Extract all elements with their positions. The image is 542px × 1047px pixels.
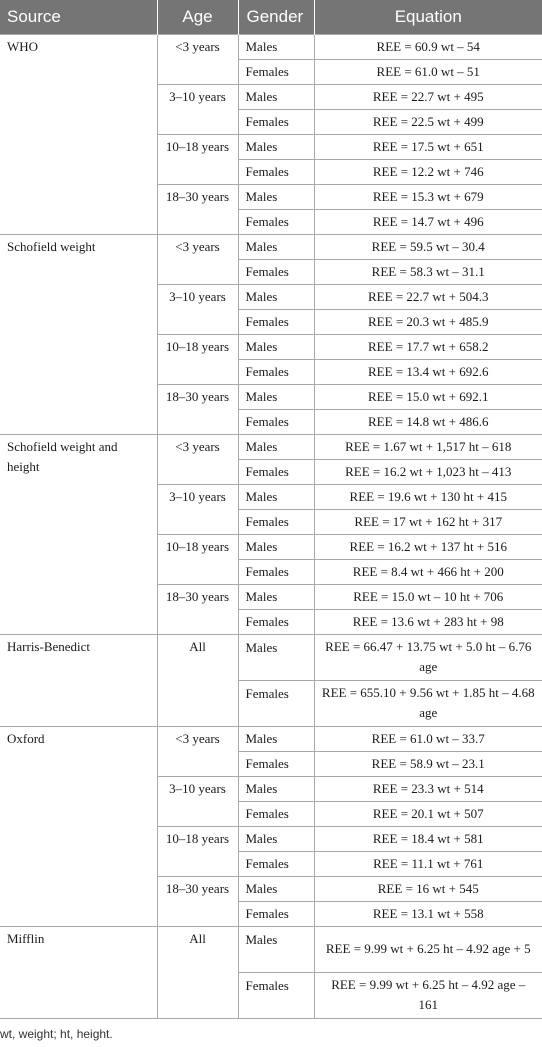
age-cell: 3–10 years	[157, 484, 238, 534]
gender-cell: Males	[238, 484, 314, 509]
gender-cell: Females	[238, 359, 314, 384]
equation-cell: REE = 23.3 wt + 514	[314, 776, 542, 801]
equation-cell: REE = 9.99 wt + 6.25 ht – 4.92 age – 161	[314, 972, 542, 1018]
table-footnote: wt, weight; ht, height.	[0, 1027, 113, 1041]
gender-cell: Males	[238, 184, 314, 209]
gender-cell: Males	[238, 34, 314, 59]
gender-cell: Males	[238, 584, 314, 609]
age-cell: <3 years	[157, 234, 238, 284]
table-header	[0, 0, 542, 34]
equation-cell: REE = 58.3 wt – 31.1	[314, 259, 542, 284]
header-gender: Gender	[238, 0, 314, 34]
equation-cell: REE = 12.2 wt + 746	[314, 159, 542, 184]
equation-cell: REE = 15.3 wt + 679	[314, 184, 542, 209]
equation-cell: REE = 9.99 wt + 6.25 ht – 4.92 age + 5	[314, 926, 542, 972]
gender-cell: Males	[238, 826, 314, 851]
table-row	[0, 434, 542, 459]
gender-cell: Males	[238, 134, 314, 159]
table-row	[0, 634, 542, 680]
source-cell: Schofield weight	[0, 234, 157, 434]
table-row	[0, 234, 542, 259]
gender-cell: Females	[238, 751, 314, 776]
header-row	[0, 0, 542, 34]
table-row	[0, 926, 542, 972]
equation-cell: REE = 16.2 wt + 1,023 ht – 413	[314, 459, 542, 484]
gender-cell: Males	[238, 234, 314, 259]
source-cell: Oxford	[0, 726, 157, 926]
equation-cell: REE = 22.7 wt + 504.3	[314, 284, 542, 309]
gender-cell: Males	[238, 284, 314, 309]
source-cell: Mifflin	[0, 926, 157, 1018]
gender-cell: Males	[238, 534, 314, 559]
equation-cell: REE = 59.5 wt – 30.4	[314, 234, 542, 259]
gender-cell: Females	[238, 159, 314, 184]
gender-cell: Females	[238, 559, 314, 584]
gender-cell: Males	[238, 776, 314, 801]
source-cell: WHO	[0, 34, 157, 234]
gender-cell: Females	[238, 851, 314, 876]
equation-cell: REE = 14.8 wt + 486.6	[314, 409, 542, 434]
header-age: Age	[157, 0, 238, 34]
header-source: Source	[0, 0, 157, 34]
gender-cell: Females	[238, 59, 314, 84]
source-cell: Harris-Benedict	[0, 634, 157, 726]
gender-cell: Females	[238, 259, 314, 284]
equation-cell: REE = 1.67 wt + 1,517 ht – 618	[314, 434, 542, 459]
gender-cell: Females	[238, 309, 314, 334]
table-row	[0, 726, 542, 751]
age-cell: 10–18 years	[157, 826, 238, 876]
equation-cell: REE = 17.5 wt + 651	[314, 134, 542, 159]
equation-cell: REE = 13.1 wt + 558	[314, 901, 542, 926]
equation-cell: REE = 16.2 wt + 137 ht + 516	[314, 534, 542, 559]
age-cell: 18–30 years	[157, 184, 238, 234]
equation-cell: REE = 18.4 wt + 581	[314, 826, 542, 851]
gender-cell: Females	[238, 609, 314, 634]
gender-cell: Females	[238, 901, 314, 926]
gender-cell: Males	[238, 876, 314, 901]
table-row	[0, 34, 542, 59]
header-equation: Equation	[314, 0, 542, 34]
gender-cell: Females	[238, 409, 314, 434]
equation-cell: REE = 13.4 wt + 692.6	[314, 359, 542, 384]
equation-cell: REE = 17.7 wt + 658.2	[314, 334, 542, 359]
equation-cell: REE = 22.5 wt + 499	[314, 109, 542, 134]
gender-cell: Females	[238, 801, 314, 826]
age-cell: <3 years	[157, 434, 238, 484]
gender-cell: Females	[238, 209, 314, 234]
equation-cell: REE = 16 wt + 545	[314, 876, 542, 901]
equation-cell: REE = 19.6 wt + 130 ht + 415	[314, 484, 542, 509]
equation-cell: REE = 20.3 wt + 485.9	[314, 309, 542, 334]
gender-cell: Males	[238, 334, 314, 359]
gender-cell: Females	[238, 109, 314, 134]
equation-cell: REE = 655.10 + 9.56 wt + 1.85 ht – 4.68 age	[314, 680, 542, 726]
equation-cell: REE = 61.0 wt – 33.7	[314, 726, 542, 751]
age-cell: 10–18 years	[157, 334, 238, 384]
equation-cell: REE = 14.7 wt + 496	[314, 209, 542, 234]
equation-cell: REE = 22.7 wt + 495	[314, 84, 542, 109]
equation-cell: REE = 15.0 wt + 692.1	[314, 384, 542, 409]
age-cell: <3 years	[157, 34, 238, 84]
age-cell: 3–10 years	[157, 776, 238, 826]
equation-cell: REE = 20.1 wt + 507	[314, 801, 542, 826]
gender-cell: Males	[238, 726, 314, 751]
gender-cell: Males	[238, 384, 314, 409]
equation-cell: REE = 61.0 wt – 51	[314, 59, 542, 84]
age-cell: 3–10 years	[157, 84, 238, 134]
equation-cell: REE = 17 wt + 162 ht + 317	[314, 509, 542, 534]
gender-cell: Males	[238, 634, 314, 680]
equation-cell: REE = 11.1 wt + 761	[314, 851, 542, 876]
equation-cell: REE = 8.4 wt + 466 ht + 200	[314, 559, 542, 584]
gender-cell: Females	[238, 509, 314, 534]
source-cell: Schofield weight and height	[0, 434, 157, 634]
gender-cell: Females	[238, 459, 314, 484]
age-cell: All	[157, 926, 238, 1018]
age-cell: <3 years	[157, 726, 238, 776]
gender-cell: Males	[238, 926, 314, 972]
equation-cell: REE = 58.9 wt – 23.1	[314, 751, 542, 776]
equation-cell: REE = 15.0 wt – 10 ht + 706	[314, 584, 542, 609]
gender-cell: Males	[238, 84, 314, 109]
equation-cell: REE = 13.6 wt + 283 ht + 98	[314, 609, 542, 634]
age-cell: All	[157, 634, 238, 726]
gender-cell: Females	[238, 972, 314, 1018]
equation-cell: REE = 60.9 wt – 54	[314, 34, 542, 59]
table-body	[0, 34, 542, 1018]
age-cell: 18–30 years	[157, 384, 238, 434]
age-cell: 3–10 years	[157, 284, 238, 334]
age-cell: 10–18 years	[157, 534, 238, 584]
gender-cell: Females	[238, 680, 314, 726]
age-cell: 18–30 years	[157, 876, 238, 926]
age-cell: 18–30 years	[157, 584, 238, 634]
equation-cell: REE = 66.47 + 13.75 wt + 5.0 ht – 6.76 age	[314, 634, 542, 680]
gender-cell: Males	[238, 434, 314, 459]
age-cell: 10–18 years	[157, 134, 238, 184]
